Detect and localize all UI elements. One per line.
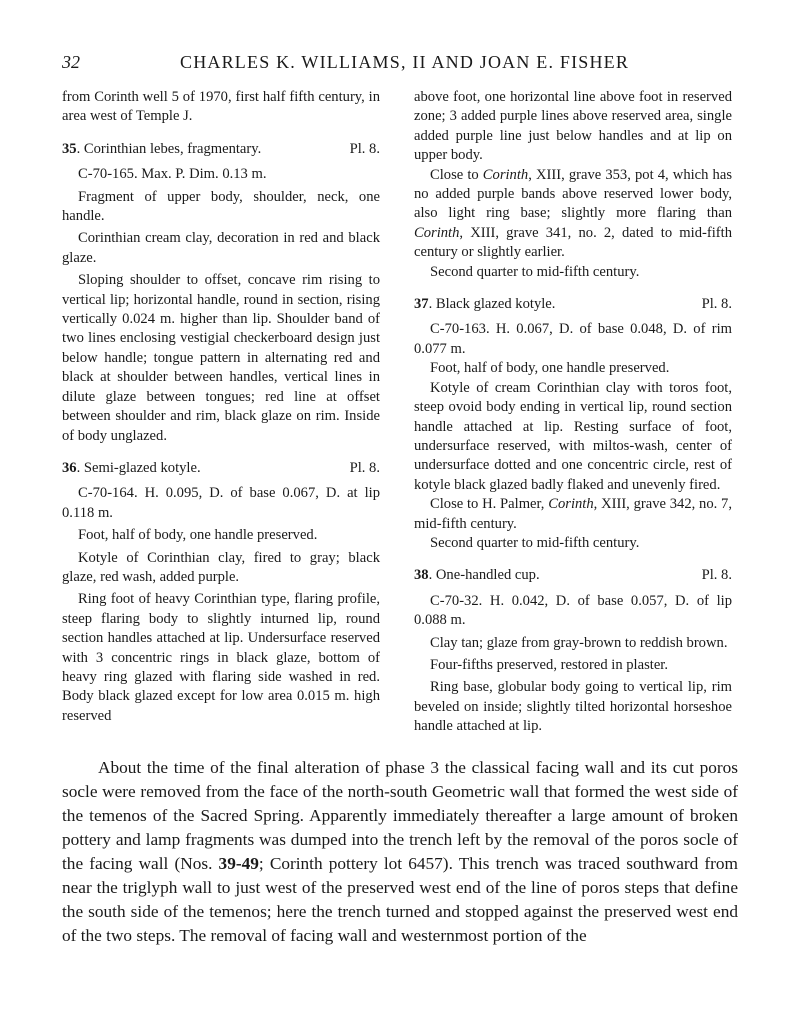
inventory-line: C-70-164. H. 0.095, D. of base 0.067, D. at lip 0.118 m. <box>62 485 380 521</box>
right-column <box>414 88 732 737</box>
body-paragraph-text <box>62 756 738 948</box>
inventory-line: C-70-32. H. 0.042, D. of base 0.057, D. of lip 0.088 m. <box>414 592 732 629</box>
catalog-entry-heading <box>414 566 732 585</box>
publication-title: Corinth <box>548 496 594 513</box>
plate-reference: Pl. 8. <box>701 567 732 584</box>
preservation-text: Foot, half of body, one handle preserved. <box>78 527 318 544</box>
publication-title: Corinth <box>482 166 529 183</box>
comparison-part: , XIII, grave 341, no. 2, dated to mid-fifth century or slightly earlier. <box>414 224 732 261</box>
catalog-entry-heading <box>62 459 380 478</box>
description-text: Sloping shoulder to offset, concave rim rising to vertical lip; horizontal handle, round in section, rising vertically 0.024 m. higher than lip. Shoulder band of two lines enclosing vestigial checkerboard design just below handle; tongue pattern in alternating red and black at shoulder between handles, vertical lines in dilute glaze between tongues; red line at offset between shoulder and rim, black glaze on rim. Inside of body unglazed. <box>62 272 380 444</box>
entry-number: 38 <box>414 567 429 584</box>
entry-title-text: . Semi-glazed kotyle. <box>76 459 201 476</box>
entry-title <box>62 140 261 159</box>
comparison-text <box>414 166 732 263</box>
inventory-line: C-70-163. H. 0.067, D. of base 0.048, D. of rim 0.077 m. <box>414 321 732 357</box>
fabric-text: Kotyle of Corinthian clay, fired to gray; black glaze, red wash, added purple. <box>62 549 380 585</box>
left-column <box>62 88 380 726</box>
description-text: Ring foot of heavy Corinthian type, flaring profile, steep flaring body to slightly inturned lip, round section handles attached at lip. Undersurface reserved with 3 concentric rings in black glaze, bottom of heavy ring glazed with flaring side washed in red. Body black glazed except for low area 0.015 m. high reserved <box>62 591 380 724</box>
plate-reference: Pl. 8. <box>701 296 732 313</box>
entry-number: 35 <box>62 140 77 157</box>
date-text: Second quarter to mid-fifth century. <box>430 263 640 280</box>
comparison-part: Close to <box>430 166 483 183</box>
running-title: CHARLES K. WILLIAMS, II AND JOAN E. FISHER <box>180 52 630 72</box>
continuation-text: from Corinth well 5 of 1970, first half fifth century, in area west of Temple J. <box>62 89 380 125</box>
inventory-line: C-70-165. Max. P. Dim. 0.13 m. <box>78 166 267 183</box>
fabric-text: Clay tan; glaze from gray-brown to reddish brown. <box>430 634 728 651</box>
plate-reference: Pl. 8. <box>349 140 380 157</box>
catalog-range: 39-49 <box>218 854 259 873</box>
body-text-part: About the time of the final alteration of phase 3 the classical facing wall and its cut poros socle were removed from the face of the north-south Geometric wall that formed the west side of the temenos of the Sacred Spring. Apparently immediately thereafter a large amount of broken pottery and lamp fragments was dumped into the trench left by the removal of the poros socle of the facing wall (Nos. <box>62 758 738 873</box>
catalog-entry-heading <box>62 140 380 159</box>
preservation-text: Four-fifths preserved, restored in plaster. <box>430 656 669 673</box>
entry-number: 36 <box>62 459 77 476</box>
date-text: Second quarter to mid-fifth century. <box>430 534 640 551</box>
preservation-text: Foot, half of body, one handle preserved. <box>430 360 670 377</box>
plate-reference: Pl. 8. <box>349 459 380 476</box>
comparison-part: , XIII, grave 353, pot 4, which has no added purple bands above reserved lower body, also light ring base; slightly more flaring than <box>414 166 732 222</box>
catalog-entry-heading <box>414 295 732 314</box>
entry-title-text: . One-handled cup. <box>428 567 540 584</box>
preservation-text: Fragment of upper body, shoulder, neck, one handle. <box>62 188 380 225</box>
fabric-text: Corinthian cream clay, decoration in red and black glaze. <box>62 230 380 266</box>
body-paragraph <box>62 756 738 948</box>
entry-title <box>414 566 540 585</box>
description-text: Ring base, globular body going to vertical lip, rim beveled on inside; slightly tilted horizontal horseshoe handle attached at lip. <box>414 679 732 735</box>
comparison-part: Close to H. Palmer, <box>430 496 549 513</box>
comparison-text <box>414 495 732 534</box>
comparison-part: , XIII, grave 342, no. 7, mid-fifth century. <box>414 496 733 532</box>
entry-title-text: . Black glazed kotyle. <box>428 296 556 313</box>
entry-number: 37 <box>414 296 429 313</box>
description-text: Kotyle of cream Corinthian clay with toros foot, steep ovoid body ending in vertical lip, round section handle attached at lip. Resting surface of foot, undersurface reserved, with miltos-wash, center of undersurface dotted and one concentric circle, rest of kotyle black glazed badly flaked and unevenly fired. <box>414 379 732 493</box>
continuation-text: above foot, one horizontal line above foot in reserved zone; 3 added purple lines above reserved area, single added purple line just below handles and at lip on upper body. <box>414 89 732 164</box>
entry-title-text: . Corinthian lebes, fragmentary. <box>76 140 262 157</box>
entry-title <box>62 459 201 478</box>
publication-title: Corinth <box>414 224 460 241</box>
entry-title <box>414 295 555 314</box>
body-text-part: ; Corinth pottery lot 6457). This trench was traced southward from near the triglyph wall to just west of the preserved west end of the line of poros steps that define the south side of the temenos; here the trench turned and stopped against the preserved west end of the two steps. The removal of facing wall and westernmost portion of the <box>62 854 738 945</box>
page-header <box>62 52 738 78</box>
page-number: 32 <box>62 52 80 72</box>
